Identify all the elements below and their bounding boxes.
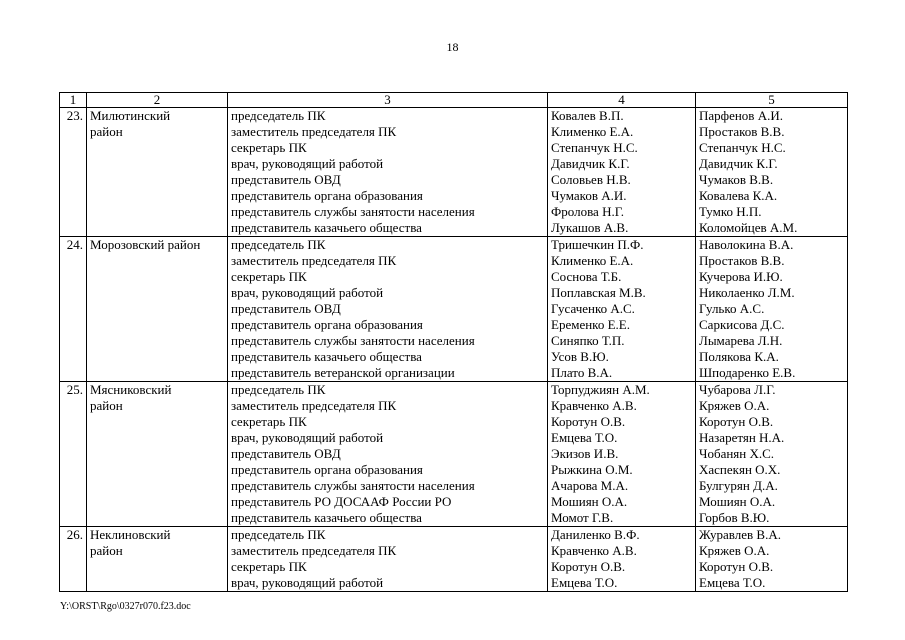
row-number: 23. [60,108,87,237]
member-name: Фролова Н.Г. [551,204,625,219]
member-name: Степанчук Н.С. [551,140,638,155]
role-label: представитель службы занятости населения [231,478,475,493]
role-label: представитель ветеранской организации [231,365,455,380]
role-label: председатель ПК [231,237,326,252]
district-name: Милютинский [90,108,171,123]
reserve-name: Гулько А.С. [699,301,765,316]
member-name: Коротун О.В. [551,414,626,429]
reserve-name: Чобанян Х.С. [699,446,775,461]
role-label: врач, руководящий работой [231,575,384,590]
reserve-name: Кучерова И.Ю. [699,269,783,284]
page-number: 18 [446,40,459,54]
role-label: врач, руководящий работой [231,430,384,445]
reserve-name: Саркисова Д.С. [699,317,785,332]
role-label: представитель органа образования [231,188,423,203]
row-number: 25. [60,382,87,527]
reserve-name: Коломойцев А.М. [699,220,798,235]
role-label: представитель органа образования [231,462,423,477]
district-name: Морозовский район [90,237,201,252]
district-name: Мясниковский [90,382,172,397]
reserves-cell [696,527,848,592]
reserve-name: Лымарева Л.Н. [699,333,783,348]
members-cell [548,382,696,527]
district-name: район [90,398,123,413]
reserve-name: Полякова К.А. [699,349,779,364]
reserve-name: Давидчик К.Г. [699,156,778,171]
table-row [60,382,848,527]
members-cell [548,108,696,237]
member-name: Момот Г.В. [551,510,614,525]
member-name: Емцева Т.О. [551,430,618,445]
reserves-cell [696,237,848,382]
member-name: Коротун О.В. [551,559,626,574]
member-name: Поплавская М.В. [551,285,646,300]
role-label: заместитель председателя ПК [231,253,397,268]
member-name: Торпуджиян А.М. [551,382,650,397]
reserve-name: Булгурян Д.А. [699,478,778,493]
reserve-name: Коротун О.В. [699,559,774,574]
member-name: Чумаков А.И. [551,188,627,203]
role-label: представитель казачьего общества [231,220,422,235]
member-name: Тришечкин П.Ф. [551,237,644,252]
role-label: заместитель председателя ПК [231,124,397,139]
row-number: 26. [60,527,87,592]
district-cell [87,237,228,382]
district-cell [87,108,228,237]
row-number: 24. [60,237,87,382]
member-name: Гусаченко А.С. [551,301,635,316]
role-label: представитель казачьего общества [231,510,422,525]
reserve-name: Кряжев О.А. [699,398,770,413]
roles-cell [228,382,548,527]
member-name: Экизов И.В. [551,446,619,461]
members-cell [548,237,696,382]
role-label: представитель ОВД [231,446,341,461]
table-header-row [60,93,848,108]
member-name: Рыжкина О.М. [551,462,633,477]
role-label: заместитель председателя ПК [231,543,397,558]
role-label: врач, руководящий работой [231,156,384,171]
role-label: представитель казачьего общества [231,349,422,364]
district-cell [87,527,228,592]
member-name: Клименко Е.А. [551,124,634,139]
role-label: председатель ПК [231,382,326,397]
reserve-name: Мошиян О.А. [699,494,776,509]
member-name: Кравченко А.В. [551,543,637,558]
members-cell [548,527,696,592]
reserves-cell [696,382,848,527]
reserve-name: Кряжев О.А. [699,543,770,558]
role-label: представитель РО ДОСААФ России РО [231,494,452,509]
member-name: Даниленко В.Ф. [551,527,640,542]
member-name: Соснова Т.Б. [551,269,622,284]
column-header: 5 [696,93,848,108]
role-label: секретарь ПК [231,140,307,155]
reserve-name: Чубарова Л.Г. [699,382,776,397]
table-body [60,108,848,592]
column-header: 3 [228,93,548,108]
reserve-name: Тумко Н.П. [699,204,762,219]
reserve-name: Парфенов А.И. [699,108,783,123]
member-name: Соловьев Н.В. [551,172,631,187]
member-name: Синяпко Т.П. [551,333,625,348]
member-name: Кравченко А.В. [551,398,637,413]
member-name: Плато В.А. [551,365,613,380]
district-name: район [90,124,123,139]
column-header: 2 [87,93,228,108]
role-label: представитель службы занятости населения [231,204,475,219]
reserve-name: Николаенко Л.М. [699,285,795,300]
reserve-name: Назаретян Н.А. [699,430,785,445]
member-name: Клименко Е.А. [551,253,634,268]
reserve-name: Шподаренко Е.В. [699,365,796,380]
member-name: Лукашов А.В. [551,220,629,235]
roles-cell [228,108,548,237]
table-row [60,108,848,237]
role-label: представитель ОВД [231,172,341,187]
member-name: Усов В.Ю. [551,349,609,364]
member-name: Ачарова М.А. [551,478,629,493]
reserve-name: Горбов В.Ю. [699,510,770,525]
roles-cell [228,237,548,382]
file-path-footer: Y:\ORST\Rgo\0327r070.f23.doc [60,601,191,612]
reserve-name: Степанчук Н.С. [699,140,786,155]
role-label: секретарь ПК [231,269,307,284]
reserve-name: Простаков В.В. [699,253,785,268]
member-name: Давидчик К.Г. [551,156,630,171]
member-name: Ковалев В.П. [551,108,624,123]
reserve-name: Хаспекян О.Х. [699,462,781,477]
role-label: врач, руководящий работой [231,285,384,300]
role-label: секретарь ПК [231,559,307,574]
reserves-cell [696,108,848,237]
role-label: заместитель председателя ПК [231,398,397,413]
table-row [60,237,848,382]
reserve-name: Журавлев В.А. [699,527,781,542]
role-label: представитель ОВД [231,301,341,316]
role-label: представитель службы занятости населения [231,333,475,348]
reserve-name: Наволокина В.А. [699,237,794,252]
district-name: район [90,543,123,558]
member-name: Емцева Т.О. [551,575,618,590]
role-label: председатель ПК [231,108,326,123]
table-row [60,527,848,592]
column-header: 4 [548,93,696,108]
role-label: председатель ПК [231,527,326,542]
commission-table [59,92,848,592]
district-name: Неклиновский [90,527,171,542]
reserve-name: Чумаков В.В. [699,172,774,187]
column-header: 1 [60,93,87,108]
member-name: Мошиян О.А. [551,494,628,509]
reserve-name: Ковалева К.А. [699,188,778,203]
member-name: Еременко Е.Е. [551,317,630,332]
reserve-name: Простаков В.В. [699,124,785,139]
roles-cell [228,527,548,592]
district-cell [87,382,228,527]
role-label: секретарь ПК [231,414,307,429]
reserve-name: Коротун О.В. [699,414,774,429]
role-label: представитель органа образования [231,317,423,332]
reserve-name: Емцева Т.О. [699,575,766,590]
